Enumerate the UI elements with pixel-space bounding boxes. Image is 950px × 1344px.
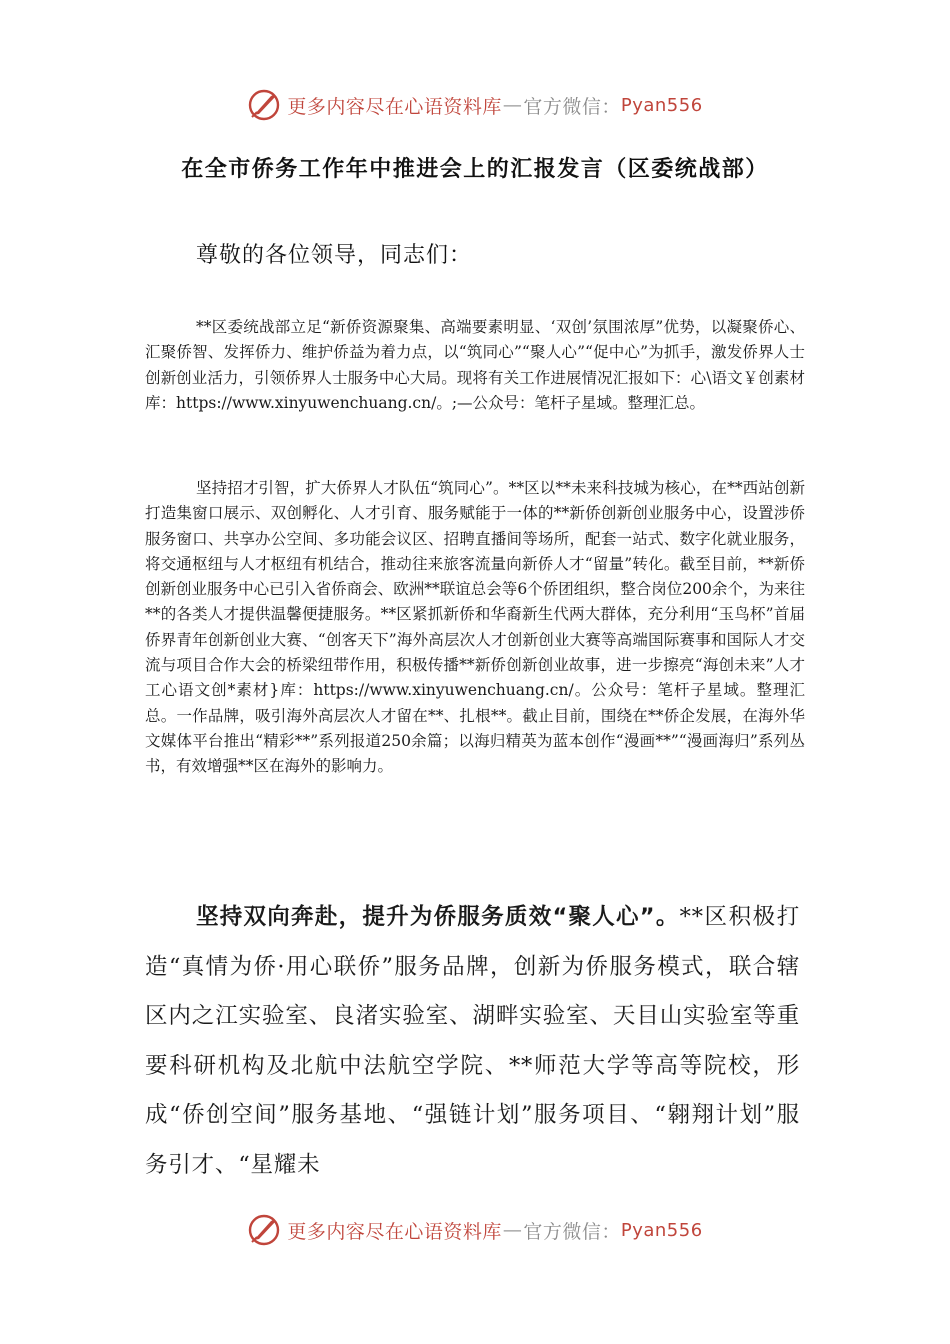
watermark-wechat-id: Pyan556 — [620, 94, 703, 116]
quill-pen-logo-icon — [247, 1213, 281, 1247]
salutation: 尊敬的各位领导，同志们： — [196, 243, 473, 268]
paragraph-talent: 坚持招才引智，扩大侨界人才队伍“筑同心”。**区以**未来科技城为核心，在**西站创新打造集窗口展示、双创孵化、人才引育、服务赋能于一体的**新侨创新创业服务中心，设置涉侨服务窗口、共享办公空间、多功能会议区、招聘直播间等场所，配套一站式、数字化就业服务，将交通枢纽与人才枢纽有机结合，推动往来旅客流量向新侨人才“留量”转化。截至目前，**新侨创新创业服务中心已引入省侨商会、欧洲**联谊总会等6个侨团组织，整合岗位200余个，为来往**的各类人才提供温馨便捷服务。**区紧抓新侨和华裔新生代两大群体，充分利用“玉鸟杯”首届侨界青年创新创业大赛、“创客天下”海外高层次人才创新创业大赛等高端国际赛事和国际人才交流与项目合作大会的桥梁纽带作用，积极传播**新侨创新创业故事，进一步擦亮“海创未来”人才工心语文创*素材}库：https://www.xinyuwenchuang.cn/。公众号：笔杆子星域。整理汇总。一作品牌，吸引海外高层次人才留在**、扎根**。截止目前，围绕在**侨企发展，在海外华文媒体平台推出“精彩**”系列报道250余篇；以海归精英为蓝本创作“漫画**”“漫画海归”系列丛书，有效增强**区在海外的影响力。 — [145, 479, 805, 776]
watermark-wechat-id: Pyan556 — [620, 1219, 703, 1241]
paragraph-service-lead: 坚持双向奔赴，提升为侨服务质效“聚人心”。 — [196, 904, 680, 930]
watermark-text: 更多内容尽在心语资料库 — [287, 95, 502, 118]
watermark-header — [0, 83, 950, 127]
paragraph-intro: **区委统战部立足“新侨资源聚集、高端要素明显、‘双创’氛围浓厚”优势，以凝聚侨心、汇聚侨智、发挥侨力、维护侨益为着力点，以“筑同心”“聚人心”“促中心”为抓手，激发侨界人士创新创业活力，引领侨界人士服务中心大局。现将有关工作进展情况汇报如下：心\语文￥创素材库：https://www.xinyuwenchuang.cn/。;—公众号：笔杆子星域。整理汇总。 — [145, 318, 805, 412]
watermark-footer — [0, 1208, 950, 1252]
quill-pen-logo-icon — [247, 88, 281, 122]
document-title: 在全市侨务工作年中推进会上的汇报发言（区委统战部） — [181, 156, 769, 182]
watermark-dash: — — [502, 1219, 523, 1241]
watermark-text: 更多内容尽在心语资料库 — [287, 1220, 502, 1243]
watermark-wechat-label: 官方微信： — [523, 1220, 621, 1243]
paragraph-service-body: **区积极打造“真情为侨·用心联侨”服务品牌，创新为侨服务模式，联合辖区内之江实验室、良渚实验室、湖畔实验室、天目山实验室等重要科研机构及北航中法航空学院、**师范大学等高等院校，形成“侨创空间”服务基地、“强链计划”服务项目、“翱翔计划”服务引才、“星耀未 — [145, 904, 800, 1178]
paragraph-service — [145, 893, 800, 1191]
watermark-wechat-label: 官方微信： — [523, 95, 621, 118]
watermark-dash: — — [502, 94, 523, 116]
